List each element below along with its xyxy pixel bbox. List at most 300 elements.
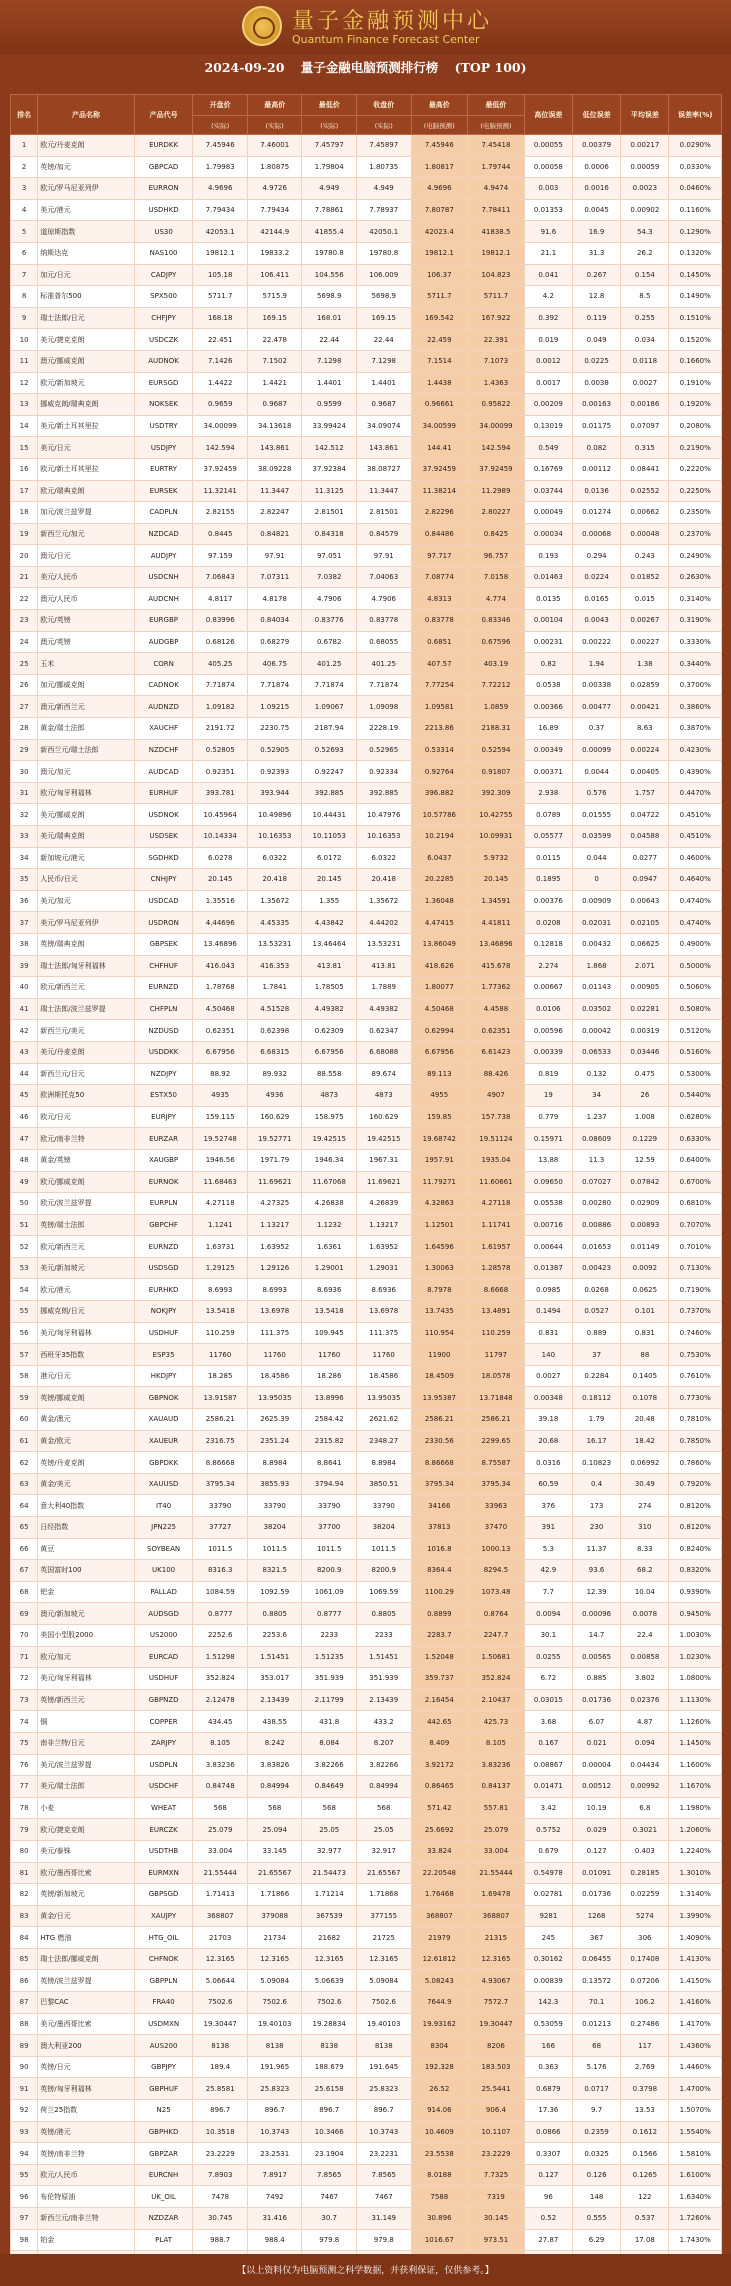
low-error-cell: 12.8 [572,286,620,308]
low-cell: 13.8996 [302,1387,357,1409]
error-rate-cell: 0.4740% [669,912,722,934]
pred-high-cell: 21979 [411,1927,468,1949]
low-cell: 168.01 [302,307,357,329]
product-name-cell: 意大利40指数 [38,1495,134,1517]
high-cell: 97.91 [247,545,302,567]
product-name-cell: 美元/匈牙利福林 [38,1668,134,1690]
high-error-cell: 7.7 [524,1581,572,1603]
pred-low-cell: 0.91807 [468,761,525,783]
avg-error-cell: 0.1229 [621,1128,669,1150]
low-cell: 19780.8 [302,242,357,264]
product-name-cell: 人民币/日元 [38,869,134,891]
low-error-cell: 1.868 [572,955,620,977]
col-error-rate: 误差率(%) [669,95,722,135]
product-code-cell: GBPZAR [134,2143,193,2165]
high-error-cell: 0.00667 [524,977,572,999]
table-row [11,1365,722,1387]
product-name-cell: 英镑/波兰兹罗提 [38,1970,134,1992]
product-code-cell: AUDCNH [134,588,193,610]
low-cell: 33790 [302,1495,357,1517]
rank-cell: 15 [11,437,38,459]
table-row [11,1927,722,1949]
high-error-cell: 17.36 [524,2100,572,2122]
low-error-cell: 0.00004 [572,1754,620,1776]
open-cell: 4935 [193,1085,248,1107]
low-error-cell: 0.889 [572,1322,620,1344]
open-cell: 110.259 [193,1322,248,1344]
product-name-cell: 美元/墨西哥比索 [38,2013,134,2035]
avg-error-cell: 0.403 [621,1840,669,1862]
low-cell: 1.4401 [302,372,357,394]
high-error-cell: 0.03015 [524,1689,572,1711]
close-cell: 1.35672 [356,890,411,912]
rank-cell: 61 [11,1430,38,1452]
low-cell: 568 [302,1797,357,1819]
low-error-cell: 0.0045 [572,199,620,221]
pred-low-cell: 1.28578 [468,1257,525,1279]
low-error-cell: 0.07027 [572,1171,620,1193]
product-code-cell: EURTRY [134,458,193,480]
open-cell: 0.84748 [193,1776,248,1798]
pred-high-cell: 42023.4 [411,221,468,243]
low-error-cell: 0.01736 [572,1884,620,1906]
product-code-cell: USDRON [134,912,193,934]
product-code-cell: NZDUSD [134,1020,193,1042]
low-cell: 21.54473 [302,1862,357,1884]
avg-error-cell: 0.00893 [621,1214,669,1236]
high-cell: 11760 [247,1344,302,1366]
high-error-cell: 96 [524,2186,572,2208]
product-code-cell: US30 [134,221,193,243]
open-cell: 21703 [193,1927,248,1949]
product-code-cell: HKDJPY [134,1365,193,1387]
avg-error-cell: 0.015 [621,588,669,610]
low-error-cell: 0.00477 [572,696,620,718]
close-cell: 2.13439 [356,1689,411,1711]
error-rate-cell: 0.7070% [669,1214,722,1236]
pred-low-cell: 7572.7 [468,1992,525,2014]
close-cell: 7502.6 [356,1992,411,2014]
error-rate-cell: 0.2630% [669,566,722,588]
low-cell: 2.81501 [302,502,357,524]
avg-error-cell: 0.475 [621,1063,669,1085]
avg-error-cell: 0.07206 [621,1970,669,1992]
pred-high-cell: 7.1514 [411,350,468,372]
rank-cell: 16 [11,458,38,480]
avg-error-cell: 0.02105 [621,912,669,934]
pred-high-cell: 3.92172 [411,1754,468,1776]
low-cell: 23.1904 [302,2143,357,2165]
rank-cell: 58 [11,1365,38,1387]
table-body [11,135,722,2273]
high-cell: 25.094 [247,1819,302,1841]
low-cell: 1.1232 [302,1214,357,1236]
rank-cell: 92 [11,2100,38,2122]
rank-cell: 33 [11,826,38,848]
close-cell: 3850.51 [356,1473,411,1495]
rank-cell: 80 [11,1840,38,1862]
product-code-cell: EURSGD [134,372,193,394]
avg-error-cell: 2.071 [621,955,669,977]
close-cell: 191.645 [356,2056,411,2078]
high-cell: 1.71866 [247,1884,302,1906]
product-name-cell: 欧元/港元 [38,1279,134,1301]
product-code-cell: EURSEK [134,480,193,502]
pred-low-cell: 425.73 [468,1711,525,1733]
pred-low-cell: 37.92459 [468,458,525,480]
high-cell: 2625.39 [247,1409,302,1431]
product-code-cell: EURJPY [134,1106,193,1128]
product-name-cell: 加元/日元 [38,264,134,286]
close-cell: 1.4401 [356,372,411,394]
low-error-cell: 1.94 [572,653,620,675]
rank-cell: 6 [11,242,38,264]
pred-high-cell: 4.8313 [411,588,468,610]
high-cell: 42144.9 [247,221,302,243]
table-row [11,2035,722,2057]
close-cell: 0.62347 [356,1020,411,1042]
high-error-cell: 391 [524,1517,572,1539]
pred-high-cell: 110.954 [411,1322,468,1344]
low-cell: 12.3165 [302,1948,357,1970]
close-cell: 8138 [356,2035,411,2057]
error-rate-cell: 0.3860% [669,696,722,718]
rank-cell: 22 [11,588,38,610]
pred-high-cell: 6.0437 [411,847,468,869]
product-name-cell: 瑞士法郎/挪威克朗 [38,1948,134,1970]
low-error-cell: 0.4 [572,1473,620,1495]
high-cell: 7.07311 [247,566,302,588]
ranking-table [10,94,722,2273]
high-error-cell: 0.00366 [524,696,572,718]
product-name-cell: 欧元/新土耳其里拉 [38,458,134,480]
open-cell: 37.92459 [193,458,248,480]
report-top-label: (TOP 100) [454,60,527,75]
open-cell: 33790 [193,1495,248,1517]
open-cell: 393.781 [193,782,248,804]
high-cell: 2351.24 [247,1430,302,1452]
low-error-cell: 0.132 [572,1063,620,1085]
pred-high-cell: 8.0188 [411,2164,468,2186]
product-name-cell: 美元/丹麦克朗 [38,1041,134,1063]
close-cell: 19.42515 [356,1128,411,1150]
product-code-cell: EURNZD [134,1236,193,1258]
high-cell: 10.49896 [247,804,302,826]
product-code-cell: GBPJPY [134,2056,193,2078]
close-cell: 20.418 [356,869,411,891]
open-cell: 10.3518 [193,2121,248,2143]
high-cell: 106.411 [247,264,302,286]
open-cell: 4.8117 [193,588,248,610]
pred-high-cell: 89.113 [411,1063,468,1085]
error-rate-cell: 0.3330% [669,631,722,653]
close-cell: 21725 [356,1927,411,1949]
pred-low-cell: 4.4588 [468,998,525,1020]
error-rate-cell: 0.1510% [669,307,722,329]
pred-high-cell: 571.42 [411,1797,468,1819]
rank-cell: 84 [11,1927,38,1949]
high-error-cell: 0.0106 [524,998,572,1020]
product-code-cell: CHFJPY [134,307,193,329]
rank-cell: 74 [11,1711,38,1733]
error-rate-cell: 1.4150% [669,1970,722,1992]
open-cell: 25.8581 [193,2078,248,2100]
product-name-cell: 巴黎CAC [38,1992,134,2014]
table-row [11,1085,722,1107]
high-error-cell: 0.00034 [524,523,572,545]
low-cell: 30.7 [302,2208,357,2230]
open-cell: 4.44696 [193,912,248,934]
product-code-cell: ESTX50 [134,1085,193,1107]
pred-low-cell: 4.93067 [468,1970,525,1992]
open-cell: 0.83996 [193,610,248,632]
avg-error-cell: 0.00059 [621,156,669,178]
rank-cell: 29 [11,739,38,761]
table-row [11,696,722,718]
low-error-cell: 0.0044 [572,761,620,783]
avg-error-cell: 0.00319 [621,1020,669,1042]
product-name-cell: 英镑/瑞典克朗 [38,933,134,955]
product-code-cell: USDTHB [134,1840,193,1862]
low-cell: 0.6782 [302,631,357,653]
pred-low-cell: 10.1107 [468,2121,525,2143]
avg-error-cell: 122 [621,2186,669,2208]
error-rate-cell: 0.1490% [669,286,722,308]
pred-high-cell: 396.882 [411,782,468,804]
pred-high-cell: 407.57 [411,653,468,675]
high-cell: 1.29126 [247,1257,302,1279]
rank-cell: 28 [11,718,38,740]
high-error-cell: 0.679 [524,1840,572,1862]
pred-high-cell: 10.2194 [411,826,468,848]
avg-error-cell: 0.04434 [621,1754,669,1776]
table-row [11,1020,722,1042]
pred-high-cell: 13.7435 [411,1301,468,1323]
pred-low-cell: 142.594 [468,437,525,459]
pred-low-cell: 557.81 [468,1797,525,1819]
high-error-cell: 0.00716 [524,1214,572,1236]
error-rate-cell: 1.4160% [669,1992,722,2014]
table-row [11,1840,722,1862]
close-cell: 1.7889 [356,977,411,999]
high-cell: 3.83826 [247,1754,302,1776]
close-cell: 7.71874 [356,674,411,696]
table-row [11,2143,722,2165]
pred-high-cell: 4955 [411,1085,468,1107]
pred-high-cell: 7.77254 [411,674,468,696]
product-name-cell: 美元/泰铢 [38,1840,134,1862]
pred-low-cell: 368807 [468,1905,525,1927]
close-cell: 7.1298 [356,350,411,372]
low-cell: 8200.9 [302,1560,357,1582]
close-cell: 89.674 [356,1063,411,1085]
rank-cell: 21 [11,566,38,588]
high-error-cell: 0.52 [524,2208,572,2230]
product-code-cell: CHFNOK [134,1948,193,1970]
product-name-cell: 标准普尔500 [38,286,134,308]
low-error-cell: 0 [572,869,620,891]
pred-high-cell: 169.542 [411,307,468,329]
pred-high-cell: 0.6851 [411,631,468,653]
open-cell: 11.68463 [193,1171,248,1193]
avg-error-cell: 26.2 [621,242,669,264]
high-cell: 0.9687 [247,394,302,416]
table-row [11,1322,722,1344]
high-error-cell: 0.13019 [524,415,572,437]
low-error-cell: 0.2284 [572,1365,620,1387]
pred-high-cell: 1957.91 [411,1149,468,1171]
pred-low-cell: 25.079 [468,1819,525,1841]
error-rate-cell: 1.4130% [669,1948,722,1970]
low-error-cell: 0.00565 [572,1646,620,1668]
table-row [11,1646,722,1668]
error-rate-cell: 0.1520% [669,329,722,351]
close-cell: 0.8805 [356,1603,411,1625]
high-error-cell: 0.0255 [524,1646,572,1668]
table-row [11,1538,722,1560]
high-cell: 416.353 [247,955,302,977]
table-row [11,1776,722,1798]
close-cell: 34.09074 [356,415,411,437]
product-code-cell: GBPDKK [134,1452,193,1474]
open-cell: 2.82155 [193,502,248,524]
close-cell: 1.71868 [356,1884,411,1906]
high-cell: 19.40103 [247,2013,302,2035]
pred-high-cell: 34.00599 [411,415,468,437]
high-cell: 34.13618 [247,415,302,437]
pred-high-cell: 20.2285 [411,869,468,891]
table-row [11,307,722,329]
pred-high-cell: 7.80787 [411,199,468,221]
table-row [11,480,722,502]
low-error-cell: 367 [572,1927,620,1949]
error-rate-cell: 0.1320% [669,242,722,264]
pred-high-cell: 2213.86 [411,718,468,740]
close-cell: 7.45897 [356,135,411,157]
high-cell: 7.79434 [247,199,302,221]
error-rate-cell: 0.7530% [669,1344,722,1366]
pred-high-cell: 2.16454 [411,1689,468,1711]
low-cell: 392.885 [302,782,357,804]
close-cell: 38.08727 [356,458,411,480]
rank-cell: 7 [11,264,38,286]
error-rate-cell: 1.1600% [669,1754,722,1776]
high-cell: 33790 [247,1495,302,1517]
error-rate-cell: 0.0460% [669,178,722,200]
product-name-cell: 欧元/南非兰特 [38,1128,134,1150]
rank-cell: 87 [11,1992,38,2014]
product-code-cell: NAS100 [134,242,193,264]
table-row [11,1560,722,1582]
rank-cell: 63 [11,1473,38,1495]
error-rate-cell: 1.7430% [669,2229,722,2251]
product-name-cell: 美元/瑞典克朗 [38,826,134,848]
pred-low-cell: 13.71848 [468,1387,525,1409]
pred-high-cell: 1.4438 [411,372,468,394]
high-error-cell: 0.0027 [524,1365,572,1387]
high-error-cell: 0.00376 [524,890,572,912]
close-cell: 2348.27 [356,1430,411,1452]
rank-cell: 82 [11,1884,38,1906]
table-row [11,1149,722,1171]
low-error-cell: 0.0006 [572,156,620,178]
rank-cell: 69 [11,1603,38,1625]
close-cell: 106.009 [356,264,411,286]
open-cell: 0.8777 [193,1603,248,1625]
avg-error-cell: 0.0947 [621,869,669,891]
product-name-cell: 美元/捷克克朗 [38,329,134,351]
table-row [11,1819,722,1841]
low-cell: 97.051 [302,545,357,567]
high-error-cell: 0.01387 [524,1257,572,1279]
high-error-cell: 0.02781 [524,1884,572,1906]
rank-cell: 96 [11,2186,38,2208]
high-error-cell: 0.363 [524,2056,572,2078]
pred-high-cell: 0.96661 [411,394,468,416]
high-cell: 8.6993 [247,1279,302,1301]
avg-error-cell: 0.315 [621,437,669,459]
avg-error-cell: 1.008 [621,1106,669,1128]
close-cell: 10.47976 [356,804,411,826]
pred-low-cell: 21.55444 [468,1862,525,1884]
product-name-cell: 欧元/捷克克朗 [38,1819,134,1841]
rank-cell: 38 [11,933,38,955]
high-cell: 0.84994 [247,1776,302,1798]
avg-error-cell: 0.094 [621,1732,669,1754]
close-cell: 4.7906 [356,588,411,610]
table-row [11,1193,722,1215]
open-cell: 1.63731 [193,1236,248,1258]
product-name-cell: 欧元/加元 [38,1646,134,1668]
low-cell: 142.512 [302,437,357,459]
pred-low-cell: 1073.48 [468,1581,525,1603]
error-rate-cell: 0.0290% [669,135,722,157]
low-cell: 188.679 [302,2056,357,2078]
high-cell: 25.8323 [247,2078,302,2100]
product-code-cell: GBPNZD [134,1689,193,1711]
error-rate-cell: 0.8240% [669,1538,722,1560]
table-row [11,1214,722,1236]
open-cell: 1946.56 [193,1149,248,1171]
table-row [11,977,722,999]
pred-low-cell: 4.9474 [468,178,525,200]
low-error-cell: 0.0038 [572,372,620,394]
avg-error-cell: 0.537 [621,2208,669,2230]
product-name-cell: 新西兰元/南非兰特 [38,2208,134,2230]
high-error-cell: 0.01471 [524,1776,572,1798]
avg-error-cell: 0.00902 [621,199,669,221]
error-rate-cell: 1.3010% [669,1862,722,1884]
pred-low-cell: 392.309 [468,782,525,804]
table-row [11,286,722,308]
low-error-cell: 230 [572,1517,620,1539]
rank-cell: 88 [11,2013,38,2035]
product-code-cell: USDCHF [134,1776,193,1798]
pred-low-cell: 7.72212 [468,674,525,696]
product-code-cell: AUDNZD [134,696,193,718]
avg-error-cell: 0.27486 [621,2013,669,2035]
col-pred-high: 最高价 [411,95,468,116]
sub-actual: (实际) [356,116,411,135]
high-cell: 33.145 [247,1840,302,1862]
product-name-cell: 铂金 [38,2229,134,2251]
open-cell: 416.043 [193,955,248,977]
open-cell: 5.06644 [193,1970,248,1992]
high-error-cell: 0.0115 [524,847,572,869]
rank-cell: 24 [11,631,38,653]
high-cell: 1.80875 [247,156,302,178]
rank-cell: 41 [11,998,38,1020]
